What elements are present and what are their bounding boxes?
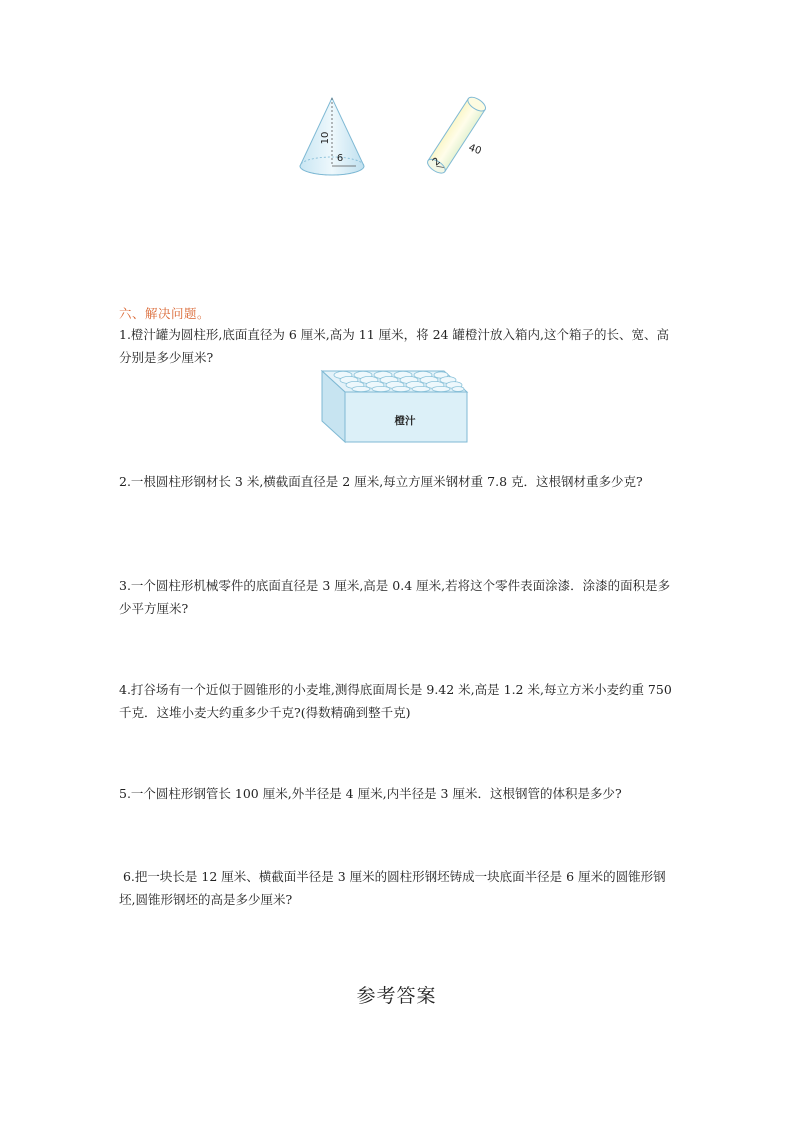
cylinder-radius-label: 2 [430,155,443,169]
juice-box-label: 橙汁 [394,415,416,427]
question-3: 3.一个圆柱形机械零件的底面直径是 3 厘米,高是 0.4 厘米,若将这个零件表面涂漆．涂漆的面积是多少平方厘米? [119,578,671,616]
question-1: 1.橙汁罐为圆柱形,底面直径为 6 厘米,高为 11 厘米，将 24 罐橙汁放入箱内,这个箱子的长、宽、高分别是多少厘米? [119,327,669,365]
question-6: 6.把一块长是 12 厘米、横截面半径是 3 厘米的圆柱形钢坯铸成一块底面半径是 6 厘米的圆锥形钢坯,圆锥形钢坯的高是多少厘米? [119,869,666,907]
cone-height-label: 10 [320,131,331,145]
juice-box-figure [319,368,471,446]
section-title: 六、解决问题。 [119,306,211,321]
question-4: 4.打谷场有一个近似于圆锥形的小麦堆,测得底面周长是 9.42 米,高是 1.2 米,每立方米小麦约重 750 千克．这堆小麦大约重多少千克?(得数精确到整千克) [119,682,672,720]
cylinder-figure [416,92,496,180]
cone-radius-label: 6 [336,153,344,164]
cone-figure [296,94,368,180]
cylinder-length-label: 40 [466,142,483,158]
answer-section-title: 参考答案 [356,985,437,1007]
question-2: 2.一根圆柱形钢材长 3 米,横截面直径是 2 厘米,每立方厘米钢材重 7.8 克．这根钢材重多少克? [119,474,643,489]
question-5: 5.一个圆柱形钢管长 100 厘米,外半径是 4 厘米,内半径是 3 厘米．这根钢管的体积是多少? [119,786,622,801]
